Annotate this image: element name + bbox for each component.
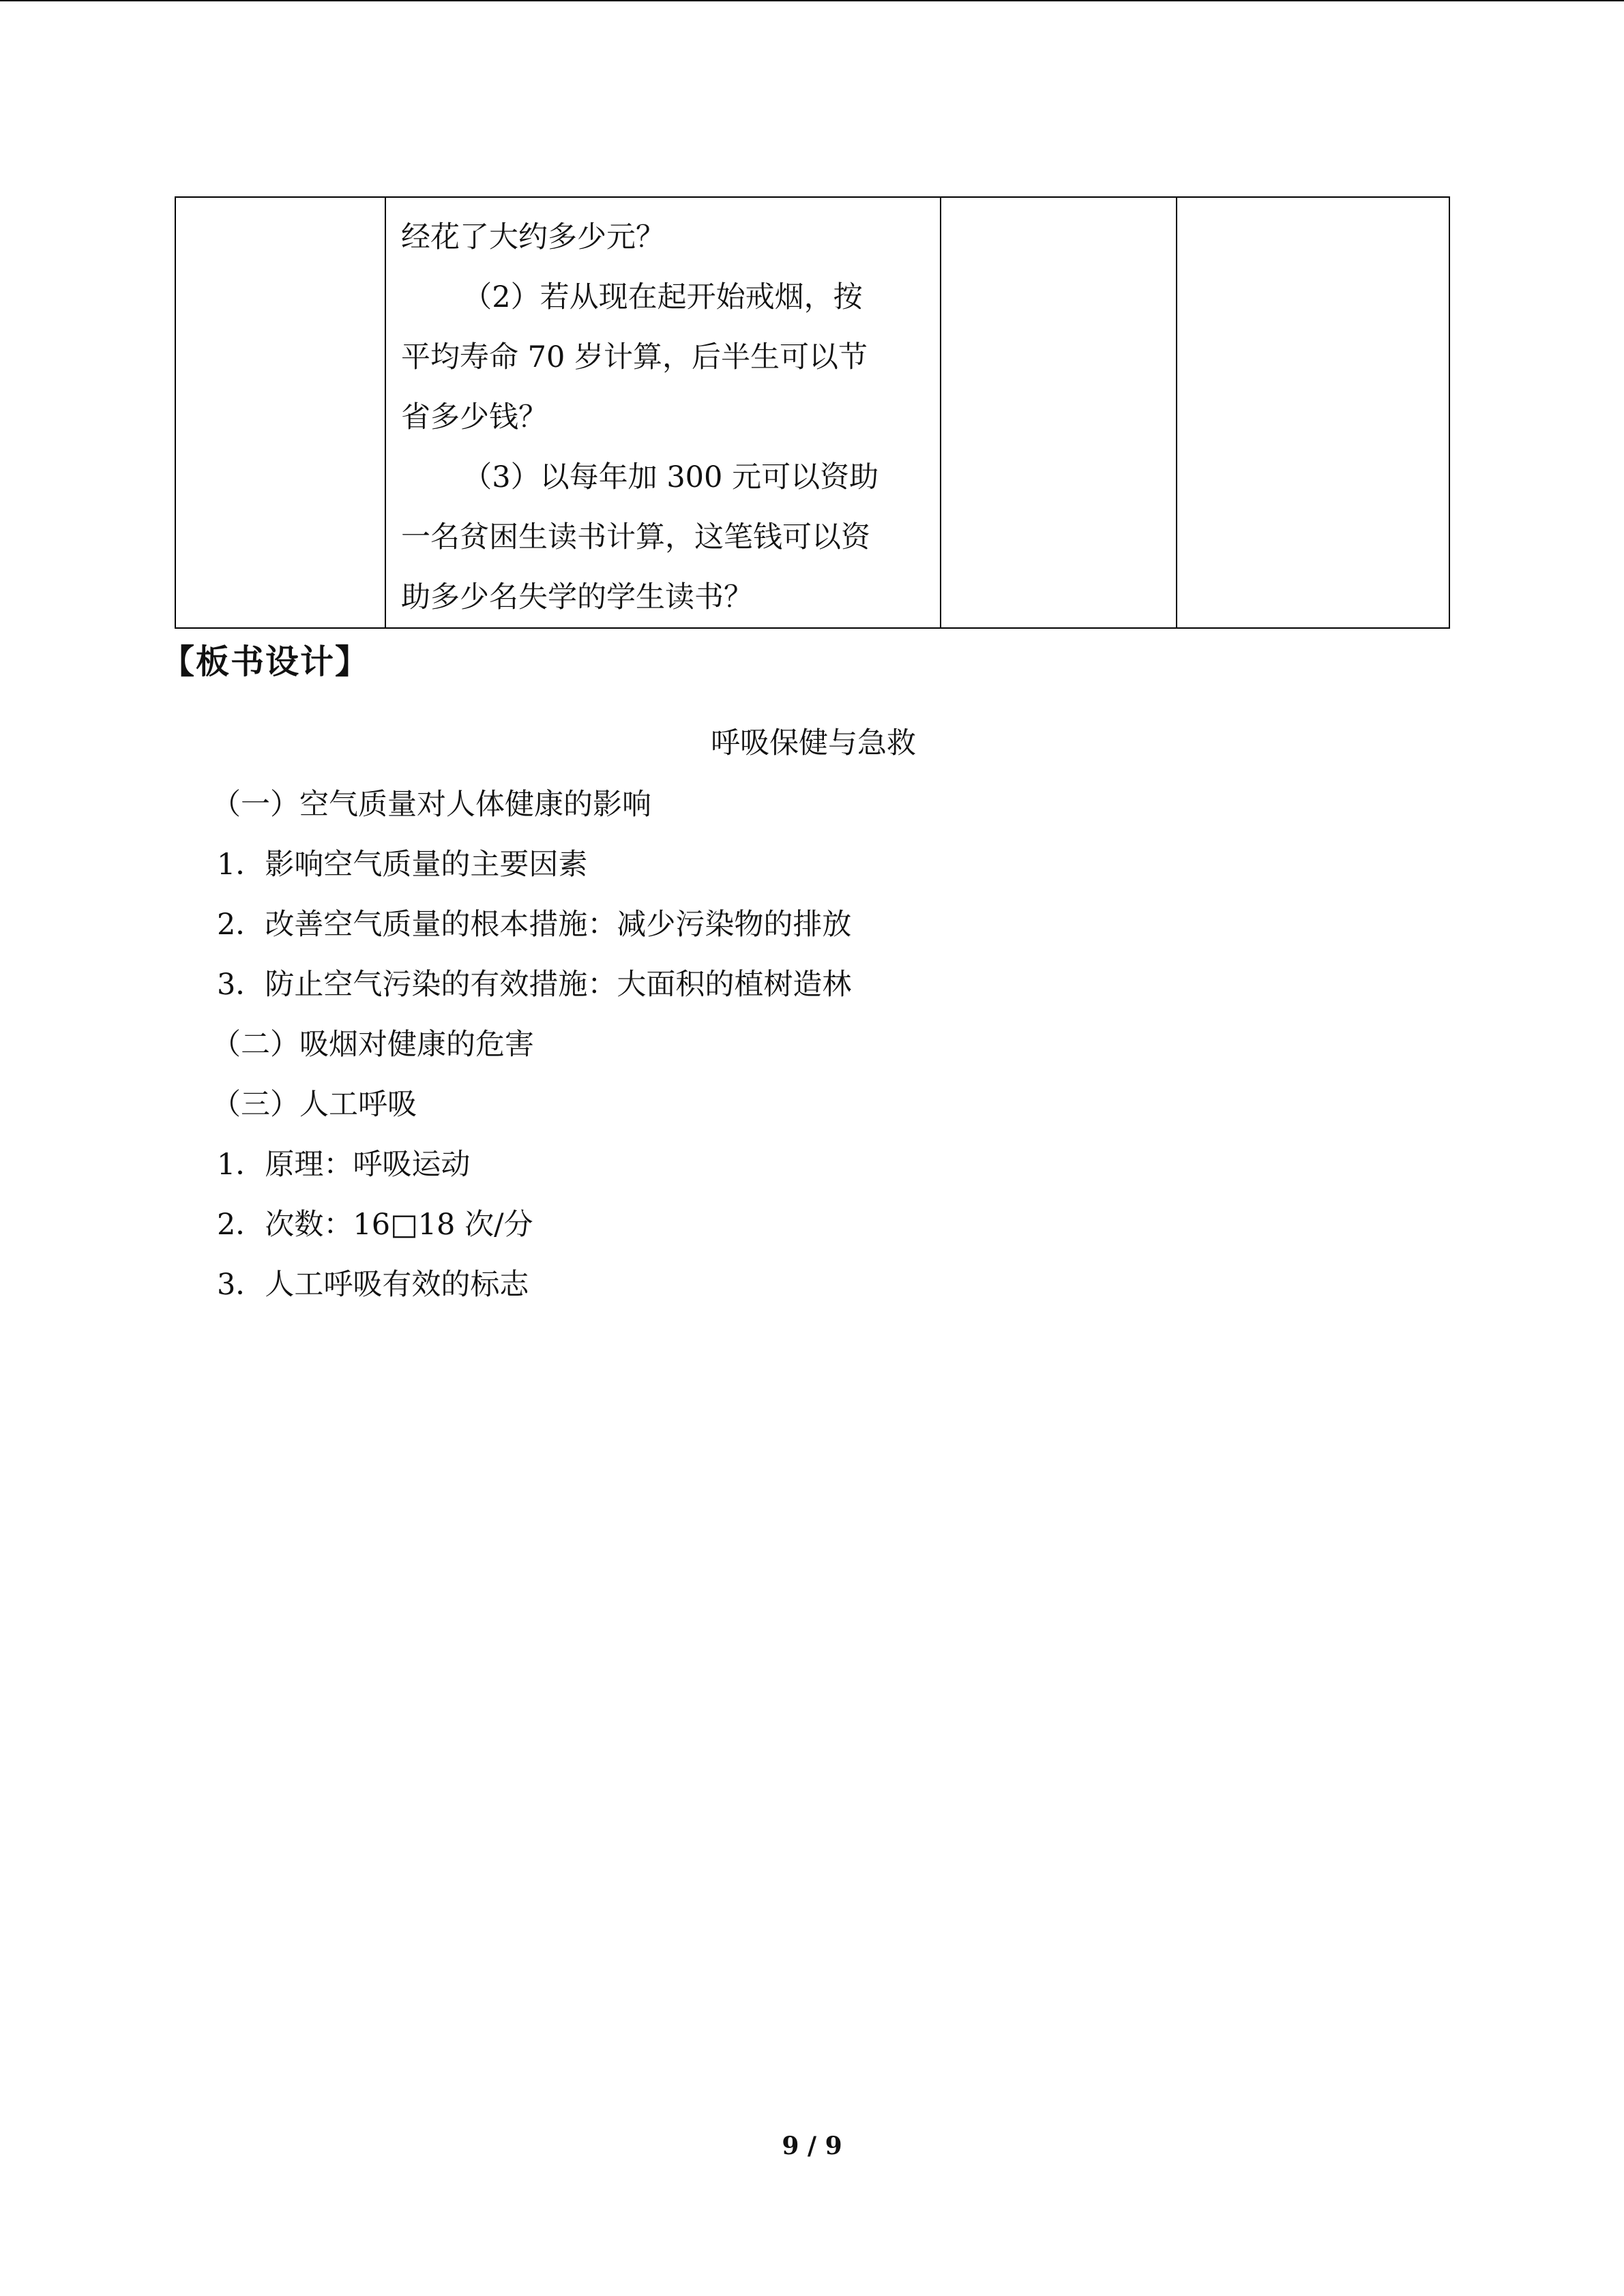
outline-item: 1．原理：呼吸运动 — [217, 1148, 471, 1182]
page-number: 9 / 9 — [782, 2132, 842, 2160]
table-line: （2）若从现在起开始戒烟，按 — [462, 280, 863, 314]
board-design-title — [0, 723, 1624, 764]
outline-heading: （二）吸烟对健康的危害 — [211, 1028, 534, 1062]
table-line: 经花了大约多少元？ — [401, 220, 665, 254]
outline-heading: （三）人工呼吸 — [211, 1088, 417, 1122]
board-outline — [211, 784, 851, 1324]
table-row — [175, 197, 1449, 628]
board-title-text: 呼吸保健与急救 — [711, 726, 916, 760]
outline-item: 1．影响空气质量的主要因素 — [217, 848, 588, 882]
outline-item: 2．改善空气质量的根本措施：减少污染物的排放 — [217, 908, 852, 942]
table-line: （3）以每年加 300 元可以资助 — [462, 460, 879, 494]
table-line: 平均寿命 70 岁计算，后半生可以节 — [401, 340, 868, 374]
table-cell-empty-3 — [941, 197, 1177, 628]
table-cell-content — [385, 197, 941, 628]
outline-heading: （一）空气质量对人体健康的影响 — [211, 788, 651, 822]
section-heading: 【板书设计】 — [161, 642, 370, 681]
lesson-table — [175, 196, 1450, 629]
table-cell-empty-4 — [1177, 197, 1449, 628]
table-line: 省多少钱？ — [401, 400, 548, 434]
page-top-border — [0, 0, 1624, 1]
table-cell-empty-1 — [175, 197, 385, 628]
table-line: 助多少名失学的学生读书？ — [401, 580, 753, 614]
outline-item: 2．次数：16□18 次/分 — [217, 1208, 533, 1242]
table-line: 一名贫困生读书计算，这笔钱可以资 — [401, 520, 870, 554]
outline-item: 3．防止空气污染的有效措施：大面积的植树造林 — [217, 968, 852, 1002]
outline-item: 3．人工呼吸有效的标志 — [217, 1268, 529, 1302]
